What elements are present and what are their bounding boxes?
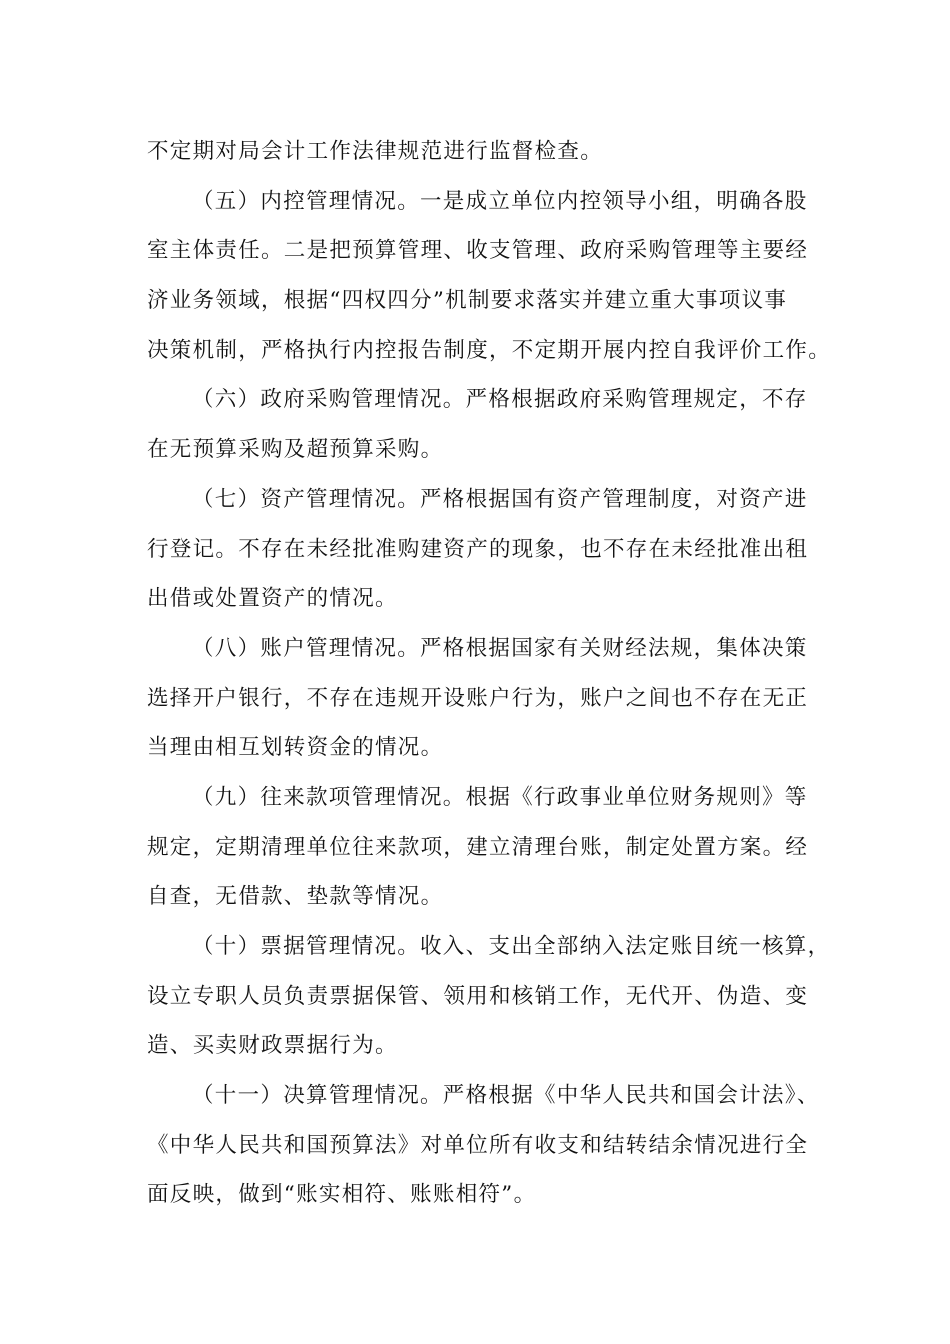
text-line: 济业务领域，根据“四权四分”机制要求落实并建立重大事项议事 xyxy=(147,288,788,314)
paragraph-heading-7: （七）资产管理情况。严格根据国有资产管理制度，对资产进 xyxy=(192,486,808,512)
text-line: 出借或处置资产的情况。 xyxy=(147,586,398,612)
text-line: 行登记。不存在未经批准购建资产的现象，也不存在未经批准出租 xyxy=(147,536,809,562)
paragraph-heading-9: （九）往来款项管理情况。根据《行政事业单位财务规则》等 xyxy=(192,784,808,810)
paragraph-heading-11: （十一）决算管理情况。严格根据《中华人民共和国会计法》、 xyxy=(192,1083,820,1109)
text-line: 当理由相互划转资金的情况。 xyxy=(147,735,444,761)
paragraph-heading-8: （八）账户管理情况。严格根据国家有关财经法规，集体决策 xyxy=(192,635,808,661)
paragraph-heading-6: （六）政府采购管理情况。严格根据政府采购管理规定，不存 xyxy=(192,387,808,413)
body-text xyxy=(147,127,832,1220)
text-line: 不定期对局会计工作法律规范进行监督检查。 xyxy=(147,139,604,164)
paragraph-heading-10: （十）票据管理情况。收入、支出全部纳入法定账目统一核算， xyxy=(192,934,831,959)
text-line: 《中华人民共和国预算法》对单位所有收支和结转结余情况进行全 xyxy=(147,1132,809,1158)
paragraph-heading-5: （五）内控管理情况。一是成立单位内控领导小组，明确各股 xyxy=(192,188,808,214)
text-line: 造、买卖财政票据行为。 xyxy=(147,1033,398,1059)
text-line: 规定，定期清理单位往来款项，建立清理台账，制定处置方案。经 xyxy=(147,834,809,860)
text-line: 决策机制，严格执行内控报告制度，不定期开展内控自我评价工作。 xyxy=(147,337,832,363)
text-line: 选择开户银行，不存在违规开设账户行为，账户之间也不存在无正 xyxy=(147,685,809,711)
text-line: 面反映，做到“账实相符、账账相符”。 xyxy=(147,1182,537,1208)
text-line: 自查，无借款、垫款等情况。 xyxy=(147,884,444,910)
text-line: 室主体责任。二是把预算管理、收支管理、政府采购管理等主要经 xyxy=(147,238,809,264)
text-line: 在无预算采购及超预算采购。 xyxy=(147,437,444,463)
text-line: 设立专职人员负责票据保管、领用和核销工作，无代开、伪造、变 xyxy=(147,983,809,1009)
